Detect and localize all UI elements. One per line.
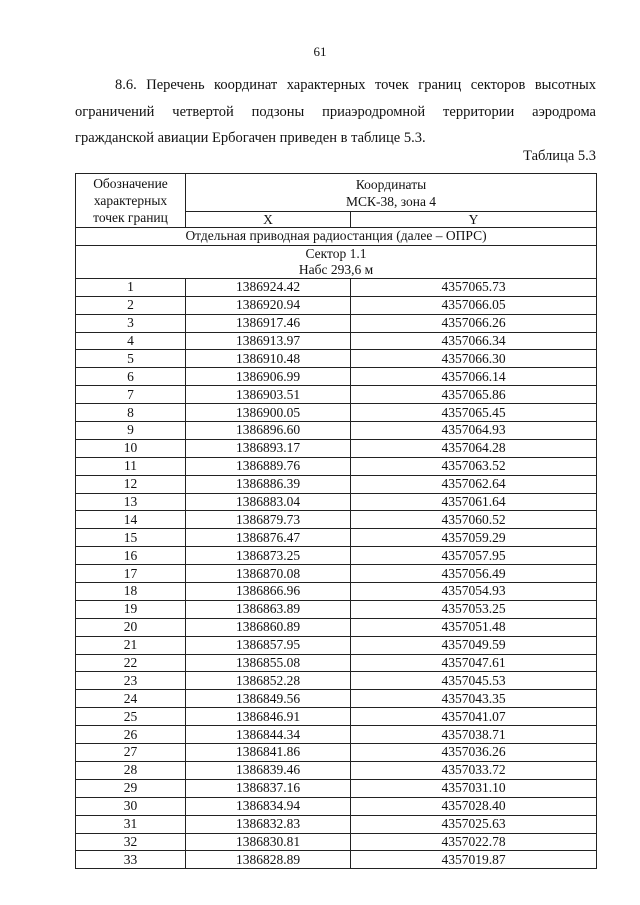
x-coordinate-cell: 1386893.17 bbox=[186, 439, 351, 457]
header-line: точек границ bbox=[93, 210, 168, 225]
table-row bbox=[76, 779, 597, 797]
y-coordinate-cell: 4357066.34 bbox=[351, 332, 597, 350]
point-number-cell: 28 bbox=[76, 761, 186, 779]
header-line: характерных bbox=[93, 193, 168, 208]
y-coordinate-cell: 4357057.95 bbox=[351, 547, 597, 565]
point-number-cell: 14 bbox=[76, 511, 186, 529]
x-coordinate-cell: 1386844.34 bbox=[186, 726, 351, 744]
page-number: 61 bbox=[313, 44, 327, 59]
table-row bbox=[76, 797, 597, 815]
point-number-cell: 8 bbox=[76, 404, 186, 422]
x-coordinate-cell: 1386896.60 bbox=[186, 422, 351, 440]
x-coordinate-cell: 1386906.99 bbox=[186, 368, 351, 386]
x-coordinate-cell: 1386873.25 bbox=[186, 547, 351, 565]
y-coordinate-cell: 4357065.86 bbox=[351, 386, 597, 404]
point-number-cell: 20 bbox=[76, 618, 186, 636]
table-row bbox=[76, 529, 597, 547]
table-row bbox=[76, 672, 597, 690]
sector-name: Сектор 1.1 bbox=[305, 245, 367, 261]
point-number-cell: 24 bbox=[76, 690, 186, 708]
table-row bbox=[76, 815, 597, 833]
y-coordinate-cell: 4357031.10 bbox=[351, 779, 597, 797]
y-coordinate-cell: 4357066.26 bbox=[351, 314, 597, 332]
table-row bbox=[76, 404, 597, 422]
y-coordinate-cell: 4357036.26 bbox=[351, 744, 597, 762]
point-number-cell: 10 bbox=[76, 439, 186, 457]
y-column-header: Y bbox=[351, 212, 597, 228]
point-number-cell: 16 bbox=[76, 547, 186, 565]
point-number-cell: 6 bbox=[76, 368, 186, 386]
table-row bbox=[76, 744, 597, 762]
sector-height: Набс 293,6 м bbox=[298, 261, 374, 277]
point-number-cell: 2 bbox=[76, 296, 186, 314]
table-row bbox=[76, 332, 597, 350]
coordinates-header bbox=[186, 174, 597, 212]
table-row bbox=[76, 654, 597, 672]
y-coordinate-cell: 4357062.64 bbox=[351, 475, 597, 493]
point-number-cell: 23 bbox=[76, 672, 186, 690]
y-coordinate-cell: 4357047.61 bbox=[351, 654, 597, 672]
y-coordinate-cell: 4357059.29 bbox=[351, 529, 597, 547]
x-coordinate-cell: 1386857.95 bbox=[186, 636, 351, 654]
x-coordinate-cell: 1386879.73 bbox=[186, 511, 351, 529]
y-coordinate-cell: 4357056.49 bbox=[351, 565, 597, 583]
table-row bbox=[76, 511, 597, 529]
point-number-cell: 29 bbox=[76, 779, 186, 797]
x-coordinate-cell: 1386883.04 bbox=[186, 493, 351, 511]
table-row bbox=[76, 636, 597, 654]
y-coordinate-cell: 4357051.48 bbox=[351, 618, 597, 636]
y-coordinate-cell: 4357033.72 bbox=[351, 761, 597, 779]
table-row bbox=[76, 833, 597, 851]
point-number-cell: 13 bbox=[76, 493, 186, 511]
y-coordinate-cell: 4357049.59 bbox=[351, 636, 597, 654]
x-column-header: X bbox=[186, 212, 351, 228]
station-row: Отдельная приводная радиостанция (далее – ОПРС) bbox=[76, 228, 597, 246]
x-coordinate-cell: 1386917.46 bbox=[186, 314, 351, 332]
x-coordinate-cell: 1386900.05 bbox=[186, 404, 351, 422]
point-number-cell: 22 bbox=[76, 654, 186, 672]
x-coordinate-cell: 1386837.16 bbox=[186, 779, 351, 797]
point-number-cell: 11 bbox=[76, 457, 186, 475]
point-designation-header bbox=[76, 174, 186, 228]
table-row bbox=[76, 708, 597, 726]
y-coordinate-cell: 4357065.73 bbox=[351, 278, 597, 296]
x-coordinate-cell: 1386886.39 bbox=[186, 475, 351, 493]
point-number-cell: 26 bbox=[76, 726, 186, 744]
y-coordinate-cell: 4357066.14 bbox=[351, 368, 597, 386]
table-row bbox=[76, 565, 597, 583]
y-coordinate-cell: 4357061.64 bbox=[351, 493, 597, 511]
x-coordinate-cell: 1386860.89 bbox=[186, 618, 351, 636]
point-number-cell: 4 bbox=[76, 332, 186, 350]
y-coordinate-cell: 4357019.87 bbox=[351, 851, 597, 869]
point-number-cell: 7 bbox=[76, 386, 186, 404]
table-row bbox=[76, 314, 597, 332]
table-row bbox=[76, 547, 597, 565]
table-row bbox=[76, 439, 597, 457]
y-coordinate-cell: 4357064.93 bbox=[351, 422, 597, 440]
x-coordinate-cell: 1386924.42 bbox=[186, 278, 351, 296]
coordinates-table bbox=[75, 173, 597, 869]
table-row bbox=[76, 761, 597, 779]
table-caption: Таблица 5.3 bbox=[523, 148, 596, 164]
y-coordinate-cell: 4357063.52 bbox=[351, 457, 597, 475]
point-number-cell: 3 bbox=[76, 314, 186, 332]
y-coordinate-cell: 4357066.05 bbox=[351, 296, 597, 314]
table-row bbox=[76, 457, 597, 475]
header-line: Обозначение bbox=[93, 176, 168, 191]
y-coordinate-cell: 4357043.35 bbox=[351, 690, 597, 708]
table-row bbox=[76, 690, 597, 708]
table-row bbox=[76, 386, 597, 404]
y-coordinate-cell: 4357060.52 bbox=[351, 511, 597, 529]
point-number-cell: 17 bbox=[76, 565, 186, 583]
point-number-cell: 31 bbox=[76, 815, 186, 833]
x-coordinate-cell: 1386876.47 bbox=[186, 529, 351, 547]
y-coordinate-cell: 4357066.30 bbox=[351, 350, 597, 368]
x-coordinate-cell: 1386866.96 bbox=[186, 583, 351, 601]
header-line: Координаты bbox=[355, 176, 427, 192]
x-coordinate-cell: 1386903.51 bbox=[186, 386, 351, 404]
table-row bbox=[76, 583, 597, 601]
x-coordinate-cell: 1386910.48 bbox=[186, 350, 351, 368]
intro-paragraph: 8.6. Перечень координат характерных точек границ секторов высотных ограничений четвертой подзоны приаэродромной территории аэродрома гражданской авиации Ербогачен приведен в таблице 5.3. bbox=[75, 77, 596, 146]
y-coordinate-cell: 4357022.78 bbox=[351, 833, 597, 851]
table-row bbox=[76, 493, 597, 511]
point-number-cell: 18 bbox=[76, 583, 186, 601]
x-coordinate-cell: 1386870.08 bbox=[186, 565, 351, 583]
table-row bbox=[76, 350, 597, 368]
point-number-cell: 5 bbox=[76, 350, 186, 368]
point-number-cell: 27 bbox=[76, 744, 186, 762]
y-coordinate-cell: 4357025.63 bbox=[351, 815, 597, 833]
table-row bbox=[76, 278, 597, 296]
y-coordinate-cell: 4357053.25 bbox=[351, 600, 597, 618]
x-coordinate-cell: 1386863.89 bbox=[186, 600, 351, 618]
x-coordinate-cell: 1386913.97 bbox=[186, 332, 351, 350]
x-coordinate-cell: 1386920.94 bbox=[186, 296, 351, 314]
point-number-cell: 19 bbox=[76, 600, 186, 618]
point-number-cell: 12 bbox=[76, 475, 186, 493]
x-coordinate-cell: 1386889.76 bbox=[186, 457, 351, 475]
table-row bbox=[76, 600, 597, 618]
point-number-cell: 15 bbox=[76, 529, 186, 547]
table-row bbox=[76, 726, 597, 744]
point-number-cell: 30 bbox=[76, 797, 186, 815]
y-coordinate-cell: 4357065.45 bbox=[351, 404, 597, 422]
table-row bbox=[76, 296, 597, 314]
point-number-cell: 21 bbox=[76, 636, 186, 654]
header-line: МСК-38, зона 4 bbox=[345, 193, 437, 209]
table-row bbox=[76, 422, 597, 440]
point-number-cell: 9 bbox=[76, 422, 186, 440]
x-coordinate-cell: 1386832.83 bbox=[186, 815, 351, 833]
table-row bbox=[76, 475, 597, 493]
y-coordinate-cell: 4357054.93 bbox=[351, 583, 597, 601]
table-row bbox=[76, 368, 597, 386]
x-coordinate-cell: 1386830.81 bbox=[186, 833, 351, 851]
y-coordinate-cell: 4357041.07 bbox=[351, 708, 597, 726]
table-row bbox=[76, 851, 597, 869]
table-row bbox=[76, 618, 597, 636]
y-coordinate-cell: 4357064.28 bbox=[351, 439, 597, 457]
x-coordinate-cell: 1386828.89 bbox=[186, 851, 351, 869]
sector-row bbox=[76, 245, 597, 278]
point-number-cell: 1 bbox=[76, 278, 186, 296]
point-number-cell: 33 bbox=[76, 851, 186, 869]
x-coordinate-cell: 1386849.56 bbox=[186, 690, 351, 708]
y-coordinate-cell: 4357038.71 bbox=[351, 726, 597, 744]
x-coordinate-cell: 1386846.91 bbox=[186, 708, 351, 726]
point-number-cell: 25 bbox=[76, 708, 186, 726]
point-number-cell: 32 bbox=[76, 833, 186, 851]
x-coordinate-cell: 1386841.86 bbox=[186, 744, 351, 762]
y-coordinate-cell: 4357045.53 bbox=[351, 672, 597, 690]
x-coordinate-cell: 1386855.08 bbox=[186, 654, 351, 672]
x-coordinate-cell: 1386839.46 bbox=[186, 761, 351, 779]
x-coordinate-cell: 1386834.94 bbox=[186, 797, 351, 815]
x-coordinate-cell: 1386852.28 bbox=[186, 672, 351, 690]
y-coordinate-cell: 4357028.40 bbox=[351, 797, 597, 815]
